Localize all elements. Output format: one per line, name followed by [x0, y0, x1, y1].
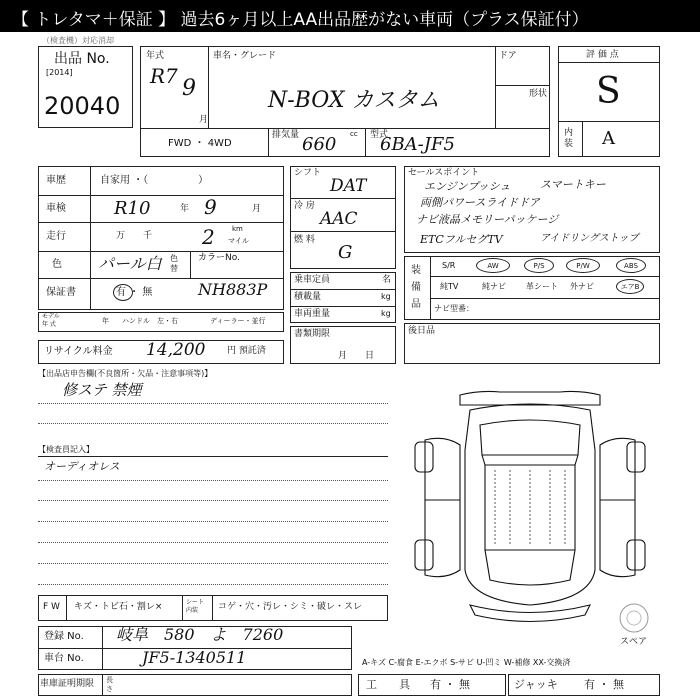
recycle-value: 14,200 [146, 340, 206, 360]
divider [208, 46, 209, 128]
faint-header-note: （検査機）対応消却 [42, 36, 114, 45]
fuel-label: 燃 料 [294, 235, 315, 245]
divider [140, 128, 550, 129]
header-title: 【 トレタマ＋保証 】 過去6ヶ月以上AA出品歴がない車両（プラス保証付） [12, 10, 589, 30]
lot-number: 20040 [44, 92, 121, 120]
equipment-label: 装 備 品 [411, 265, 421, 310]
month-unit: 月 [199, 115, 209, 125]
displacement-value: 660 [302, 134, 337, 155]
header-banner [0, 0, 700, 32]
drive-label: FWD ・ 4WD [168, 138, 232, 149]
shift-value: DAT [330, 176, 367, 196]
weight-label: 車両重量 [294, 309, 331, 319]
history-label: 車歴 [46, 175, 66, 186]
cc-unit: cc [350, 130, 358, 138]
recycle-unit: 円 預託済 [227, 346, 266, 356]
warranty-circle [113, 284, 133, 301]
equip-ps-label: P/S [533, 261, 545, 270]
fuel-value: G [338, 242, 353, 263]
dotted-line [38, 500, 388, 501]
recycle-label: リサイクル料金 [44, 346, 113, 357]
divider [495, 46, 496, 128]
divider [290, 231, 396, 232]
color-change-label: 色 替 [170, 254, 178, 273]
model-label: 型式 [370, 130, 389, 140]
equip-pw [566, 258, 600, 273]
ac-label: 冷 房 [294, 201, 315, 211]
model-value: 6BA-JF5 [380, 134, 455, 155]
fw-label: F W [43, 602, 60, 612]
divider [90, 166, 91, 310]
equip-abs-label: ABS [624, 261, 638, 270]
door-label: ドア [499, 51, 517, 61]
warranty-value: 有 ・ 無 [116, 287, 153, 298]
inspector-label: 【検査員記入】 [38, 445, 94, 454]
dotted-line [38, 563, 388, 564]
sales-point-3: 両側パワースライドドア [420, 196, 540, 209]
insp-month-value: 9 [204, 195, 217, 219]
ac-value: AAC [320, 209, 358, 229]
divider [38, 251, 284, 252]
divider [558, 121, 660, 122]
divider [182, 595, 183, 621]
shape-label: 形状 [529, 89, 548, 99]
cert-label: 車庫証明期限 [40, 679, 95, 689]
score-value: S [596, 71, 621, 112]
displacement-label: 排気量 [272, 130, 300, 140]
dotted-line [38, 423, 388, 424]
capacity-unit: 名 [382, 275, 392, 285]
mileage-units: 万 千 [116, 231, 153, 241]
divider [66, 595, 67, 621]
equip-leather: 革シート [526, 282, 558, 291]
divider [365, 128, 366, 157]
history-value: 自家用 ・（ ） [100, 175, 209, 186]
equip-navi: 純ナビ [482, 282, 506, 291]
shift-label: シフト [294, 168, 322, 178]
year-value: R7 [150, 64, 178, 88]
warranty-label: 保証書 [46, 287, 76, 298]
weight-unit: kg [381, 309, 391, 318]
inspection-label: 車検 [46, 203, 66, 214]
divider [430, 276, 660, 277]
insp-month-unit: 月 [252, 204, 262, 214]
divider [290, 198, 396, 199]
equip-sr: S/R [442, 261, 456, 270]
cert-value: 長 さ [106, 676, 113, 693]
divider [102, 674, 103, 696]
damage-legend: A-キズ C-腐食 E-エクボ S-サビ U-凹ミ W-補修 XX-交換済 [362, 658, 571, 667]
divider [38, 222, 284, 223]
divider [268, 128, 269, 157]
dealer-label: ディーラー・並行 [210, 317, 266, 325]
dotted-line [38, 403, 388, 404]
expiry-label: 書類期限 [294, 329, 331, 339]
divider [212, 595, 213, 621]
spare-label: スペア [620, 637, 648, 647]
dotted-line [38, 584, 388, 585]
seat-text: コゲ・穴・汚レ・シミ・破レ・スレ [218, 602, 363, 612]
chassis-value: JF5-1340511 [142, 648, 247, 667]
tools-value: 有 ・ 無 [430, 678, 470, 691]
km-unit: km [232, 225, 243, 233]
mile-unit: マイル [228, 237, 249, 245]
equip-ps [524, 258, 554, 273]
notes-label: 【出品店申告欄(不良箇所・欠品・注意事項等)】 [38, 369, 213, 378]
year-stamp: [2014] [46, 68, 73, 77]
model-year-unit: 年 [102, 317, 109, 325]
lot-label: 出品 No. [54, 51, 110, 67]
sales-point-6: アイドリングストップ [540, 233, 639, 244]
divider [430, 256, 431, 320]
handle-label: ハンドル 左・右 [122, 317, 178, 325]
capacity-label: 乗車定員 [294, 275, 331, 285]
mileage-label: 走行 [46, 231, 66, 242]
inspector-value: オーディオレス [44, 460, 120, 473]
equip-abs [616, 258, 646, 273]
load-unit: kg [381, 292, 391, 301]
divider [558, 62, 660, 63]
car-dashes [495, 470, 565, 545]
seat-label: シート 内装 [186, 599, 205, 614]
year-label: 年式 [146, 51, 165, 61]
divider [290, 306, 396, 307]
reg-label: 登録 No. [44, 631, 84, 642]
notes-value: 修ステ 禁煙 [62, 381, 142, 399]
divider [190, 251, 191, 278]
chassis-label: 車台 No. [44, 653, 84, 664]
fw-text: キズ・トビ石・割レ× [74, 602, 163, 612]
divider [38, 456, 388, 457]
navi-label: ナビ型番： [434, 304, 474, 313]
equip-pw-label: P/W [576, 261, 590, 270]
jack-value: 有 ・ 無 [584, 678, 624, 691]
tools-label: 工 具 [366, 678, 410, 691]
divider [38, 195, 284, 196]
color-no-value: NH883P [198, 280, 268, 299]
interior-label: 内 装 [564, 128, 574, 149]
dotted-line [38, 542, 388, 543]
load-label: 積載量 [294, 292, 322, 302]
spare-tire-icon [618, 602, 650, 634]
equip-ext-navi: 外ナビ [570, 282, 594, 291]
inspection-value: R10 [114, 198, 151, 219]
mileage-value: 2 [202, 225, 215, 249]
divider [290, 289, 396, 290]
dotted-line [38, 480, 388, 481]
expiry-unit: 月 日 [338, 351, 375, 361]
divider [102, 626, 103, 670]
month-value: 9 [182, 76, 196, 101]
divider [582, 121, 583, 157]
rear-box [404, 323, 660, 364]
jack-label: ジャッキ [514, 678, 558, 691]
equip-airbag-label: エアB [620, 282, 640, 291]
divider [38, 278, 284, 279]
sales-point-4: ナビ液晶メモリーパッケージ [416, 213, 559, 226]
equip-aw [476, 258, 510, 273]
color-label: 色 [52, 259, 62, 270]
insp-year-unit: 年 [180, 204, 190, 214]
equip-aw-label: AW [487, 261, 499, 270]
divider [430, 298, 660, 299]
car-diagram[interactable] [400, 370, 660, 635]
name-value: N-BOX カスタム [268, 88, 440, 113]
divider [495, 85, 550, 86]
color-value: パール白 [98, 254, 162, 273]
score-label: 評 価 点 [586, 50, 619, 60]
equip-tv: 純TV [440, 282, 459, 291]
sales-point-2: スマートキー [540, 178, 606, 191]
reg-value: 岐阜 580 よ 7260 [116, 625, 284, 644]
name-label: 車名・グレード [213, 51, 277, 61]
model-year-label: モデル 年 式 [42, 313, 60, 328]
dotted-line [38, 521, 388, 522]
color-no-label: カラーNo. [198, 253, 240, 263]
rear-label: 後日品 [408, 326, 436, 336]
sales-point-5: ETCフルセグTV [420, 233, 503, 246]
equip-airbag [616, 279, 644, 294]
interior-value: A [602, 128, 615, 149]
sales-point-1: エンジンプッシュ [424, 180, 511, 193]
sales-label: セールスポイント [408, 168, 480, 178]
